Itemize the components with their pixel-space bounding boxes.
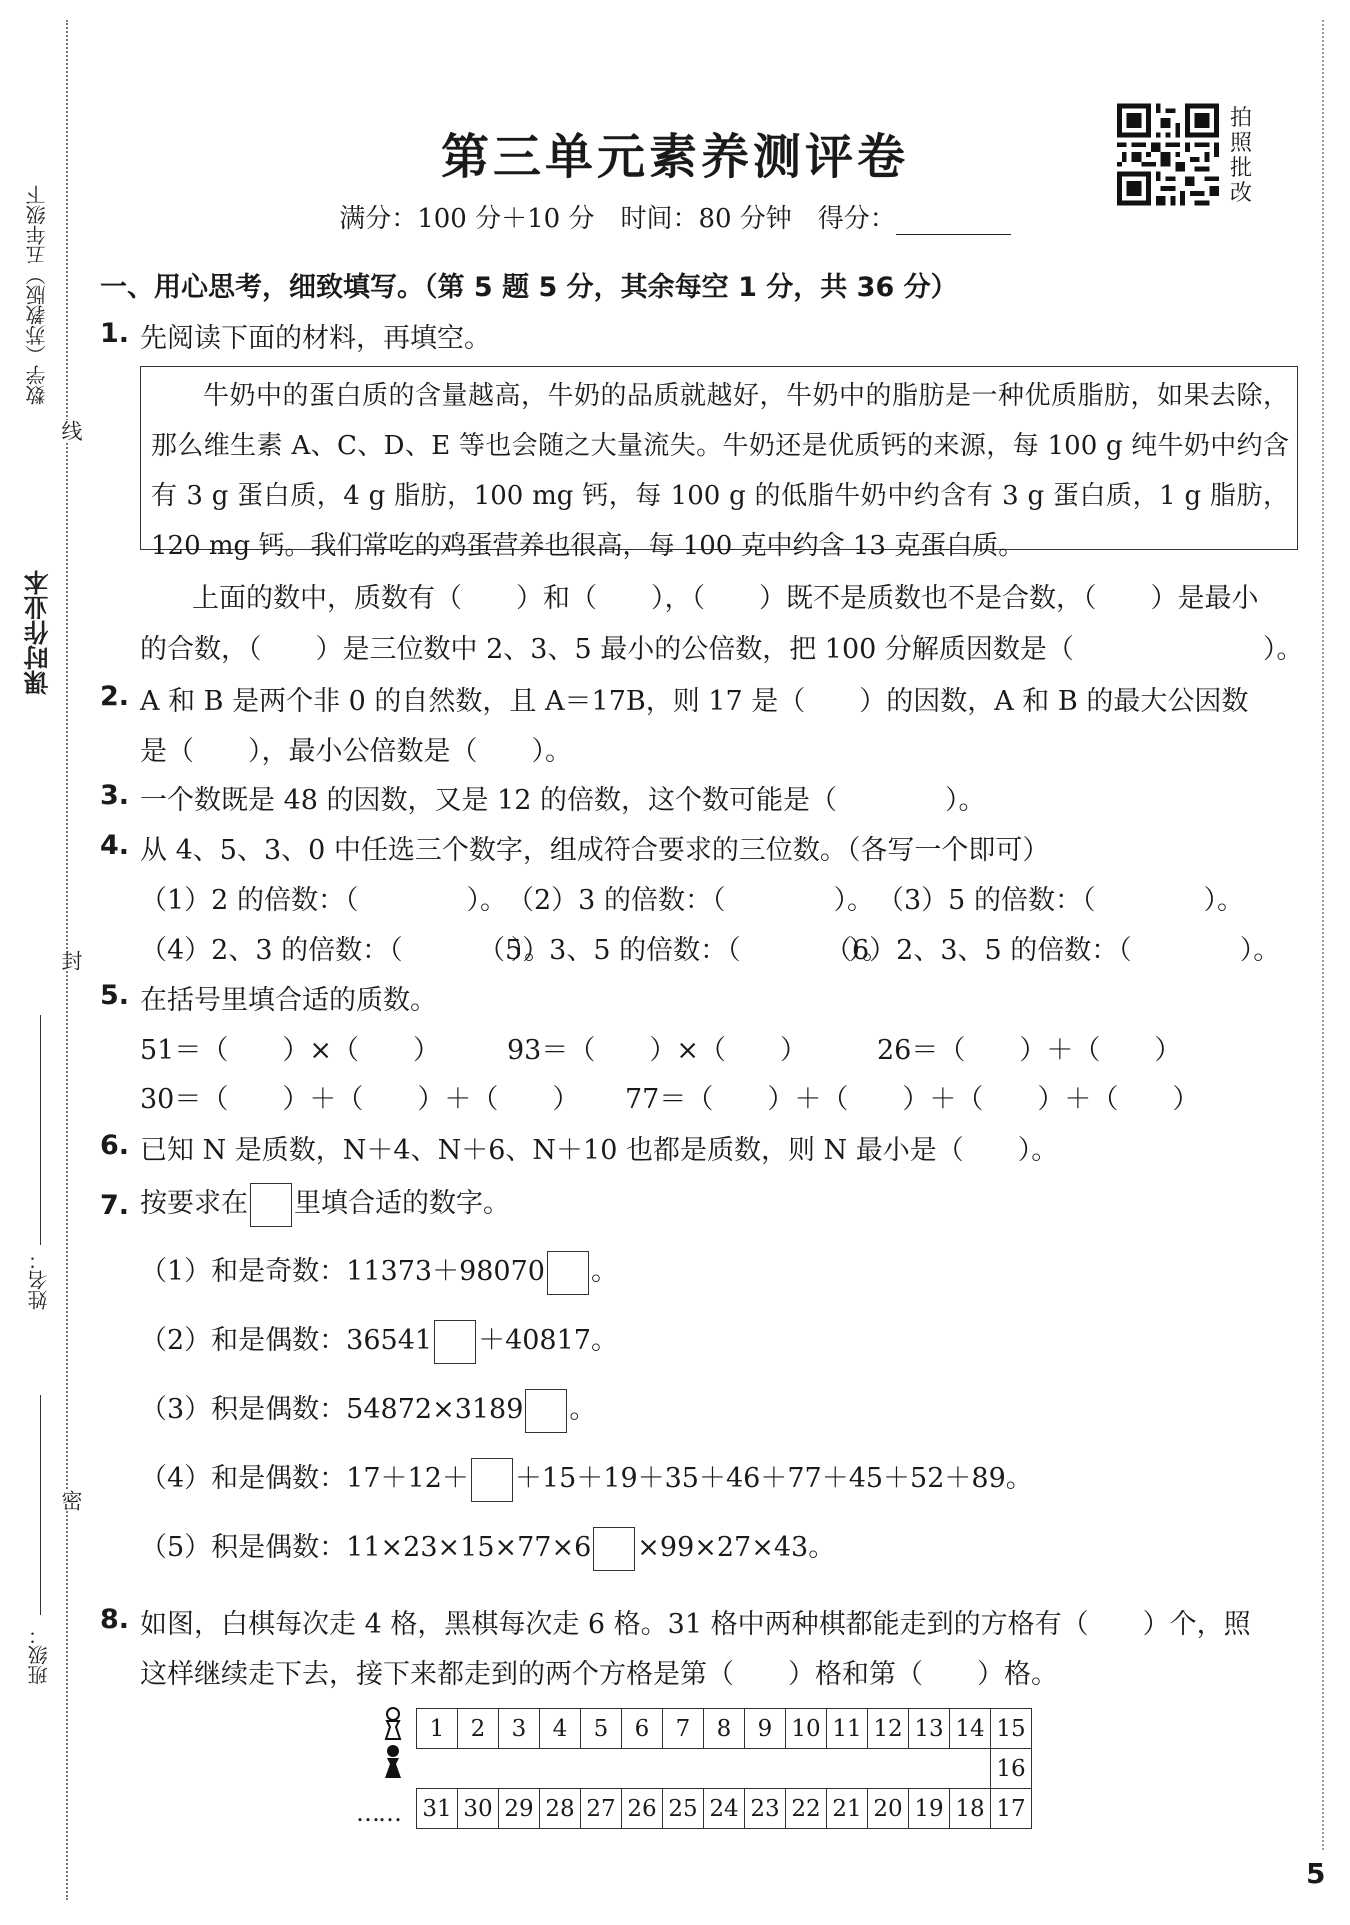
- board-grid: [416, 1708, 1032, 1829]
- grid-empty-cell: [745, 1749, 786, 1789]
- q2-line2[interactable]: 是（ ），最小公倍数是（ ）。: [140, 736, 572, 767]
- q5-item-3[interactable]: 26＝（ ）＋（ ）: [877, 1035, 1182, 1066]
- q6-line1[interactable]: 已知 N 是质数，N＋4、N＋6、N＋10 也都是质数，则 N 最小是（ ）。: [140, 1135, 1059, 1166]
- class-blank-line[interactable]: [40, 1395, 41, 1615]
- white-piece-icon: [386, 1708, 400, 1739]
- q5-number: 5.: [100, 980, 130, 1011]
- qr-caption: 拍照批改: [1230, 106, 1253, 206]
- ellipsis: ……: [356, 1799, 400, 1827]
- grid-cell-30: 30: [458, 1789, 499, 1829]
- grid-cell-6: 6: [622, 1709, 663, 1749]
- grid-cell-19: 19: [909, 1789, 950, 1829]
- grid-cell-27: 27: [581, 1789, 622, 1829]
- q3-line1[interactable]: 一个数既是 48 的因数，又是 12 的倍数，这个数可能是（ ）。: [140, 785, 986, 816]
- page-number: 5: [1306, 1857, 1326, 1890]
- grid-empty-cell: [950, 1749, 991, 1789]
- q4-item-5[interactable]: （5）3、5 的倍数：（ ）。: [478, 935, 890, 966]
- grid-empty-cell: [458, 1749, 499, 1789]
- grid-cell-15: 15: [991, 1709, 1032, 1749]
- grid-cell-26: 26: [622, 1789, 663, 1829]
- grid-cell-31: 31: [417, 1789, 458, 1829]
- q7-item-3-tail: 。: [569, 1394, 597, 1425]
- q1-material-text: 牛奶中的蛋白质的含量越高，牛奶的品质就越好，牛奶中的脂肪是一种优质脂肪，如果去除，那么维生素 A、C、D、E 等也会随之大量流失。牛奶还是优质钙的来源，每 100 g 纯牛奶中约含有 3 g 蛋白质，4 g 脂肪，100 mg 钙，每 100 g 的低脂牛奶中约含有 3 g 蛋白质，1 g 脂肪，120 mg 钙。我们常吃的鸡蛋营养也很高，每 100 克中约含 13 克蛋白质。: [151, 381, 1289, 561]
- q7-stem: [140, 1181, 510, 1227]
- grid-cell-10: 10: [786, 1709, 827, 1749]
- grid-cell-2: 2: [458, 1709, 499, 1749]
- grid-row-bottom: [417, 1789, 1032, 1829]
- q5-item-1[interactable]: 51＝（ ）×（ ）: [140, 1035, 440, 1066]
- q7-item-5-answer-box[interactable]: [593, 1527, 635, 1571]
- grid-row-top: [417, 1709, 1032, 1749]
- right-dotted-line: [1322, 20, 1324, 1850]
- q3-number: 3.: [100, 780, 130, 811]
- q4-item-6[interactable]: （6）2、3、5 的倍数：（ ）。: [825, 935, 1281, 966]
- q7-item-2: [140, 1318, 618, 1364]
- q4-item-4[interactable]: （4）2、3 的倍数：（ ）。: [140, 935, 552, 966]
- q5-item-4[interactable]: 30＝（ ）＋（ ）＋（ ）: [140, 1084, 580, 1115]
- q1-material-box: [140, 366, 1298, 561]
- q4-item-3[interactable]: （3）5 的倍数：（ ）。: [877, 885, 1244, 916]
- q7-item-1-tail: 。: [590, 1256, 618, 1287]
- q4-stem: 从 4、5、3、0 中任选三个数字，组成符合要求的三位数。（各写一个即可）: [140, 835, 1050, 866]
- grid-cell-25: 25: [663, 1789, 704, 1829]
- grid-cell-23: 23: [745, 1789, 786, 1829]
- q1-stem: 先阅读下面的材料，再填空。: [140, 323, 491, 354]
- grid-cell-17: 17: [991, 1789, 1032, 1829]
- q7-item-3-text: （3）积是偶数：54872×3189: [140, 1394, 524, 1425]
- q7-example-box: [250, 1183, 292, 1227]
- q7-item-2-text: （2）和是偶数：36541: [140, 1325, 433, 1356]
- q8-line2[interactable]: 这样继续走下去，接下来都走到的两个方格是第（ ）格和第（ ）格。: [140, 1659, 1058, 1690]
- q7-item-3-answer-box[interactable]: [525, 1389, 567, 1433]
- q7-item-4: [140, 1456, 1033, 1502]
- q8-number: 8.: [100, 1604, 130, 1635]
- grid-cell-28: 28: [540, 1789, 581, 1829]
- q5-stem: 在括号里填合适的质数。: [140, 985, 437, 1016]
- score-blank[interactable]: [896, 208, 1011, 235]
- q7-item-4-text: （4）和是偶数：17＋12＋: [140, 1463, 469, 1494]
- grid-cell-3: 3: [499, 1709, 540, 1749]
- seal-feng: 封: [56, 950, 86, 971]
- q2-line1[interactable]: A 和 B 是两个非 0 的自然数，且 A＝17B，则 17 是（ ）的因数，A 和 B 的最大公因数: [140, 686, 1249, 717]
- q1-fill-line1[interactable]: 上面的数中，质数有（ ）和（ ），（ ）既不是质数也不是合数，（ ）是最小: [192, 583, 1259, 614]
- grid-cell-16: 16: [991, 1749, 1032, 1789]
- grid-empty-cell: [868, 1749, 909, 1789]
- q2-number: 2.: [100, 681, 130, 712]
- grid-empty-cell: [786, 1749, 827, 1789]
- q7-item-5-text: （5）积是偶数：11×23×15×77×6: [140, 1532, 592, 1563]
- name-label: 姓名：: [27, 1250, 51, 1310]
- q7-item-1-answer-box[interactable]: [547, 1251, 589, 1295]
- section-heading: 一、用心思考，细致填写。（第 5 题 5 分，其余每空 1 分，共 36 分）: [100, 272, 958, 303]
- grid-cell-9: 9: [745, 1709, 786, 1749]
- grid-empty-cell: [704, 1749, 745, 1789]
- grid-cell-12: 12: [868, 1709, 909, 1749]
- q4-item-2[interactable]: （2）3 的倍数：（ ）。: [507, 885, 874, 916]
- q7-item-5-tail: ×99×27×43。: [637, 1532, 836, 1563]
- grid-cell-7: 7: [663, 1709, 704, 1749]
- name-blank-line[interactable]: [40, 1015, 41, 1245]
- grid-cell-13: 13: [909, 1709, 950, 1749]
- q7-item-5: [140, 1525, 835, 1571]
- q5-item-5[interactable]: 77＝（ ）＋（ ）＋（ ）＋（ ）: [625, 1084, 1200, 1115]
- q1-number: 1.: [100, 318, 130, 349]
- q7-item-2-answer-box[interactable]: [434, 1320, 476, 1364]
- grid-cell-5: 5: [581, 1709, 622, 1749]
- grid-cell-20: 20: [868, 1789, 909, 1829]
- grid-cell-14: 14: [950, 1709, 991, 1749]
- subtitle-text: 满分：100 分＋10 分 时间：80 分钟 得分：: [339, 204, 896, 234]
- grid-cell-21: 21: [827, 1789, 868, 1829]
- grid-cell-11: 11: [827, 1709, 868, 1749]
- page-title: 第三单元素养测评卷: [440, 129, 909, 185]
- grid-empty-cell: [540, 1749, 581, 1789]
- q7-stem-after: 里填合适的数字。: [294, 1188, 510, 1219]
- seal-mi: 密: [56, 1490, 86, 1511]
- grid-cell-4: 4: [540, 1709, 581, 1749]
- q4-number: 4.: [100, 830, 130, 861]
- black-piece-icon: [385, 1745, 401, 1778]
- grid-empty-cell: [622, 1749, 663, 1789]
- grid-empty-cell: [909, 1749, 950, 1789]
- q6-number: 6.: [100, 1130, 130, 1161]
- book-title: 课时作业本: [23, 570, 52, 695]
- q7-item-4-tail: ＋15＋19＋35＋46＋77＋45＋52＋89。: [514, 1463, 1033, 1494]
- grid-empty-cell: [417, 1749, 458, 1789]
- grid-empty-cell: [663, 1749, 704, 1789]
- q4-item-1[interactable]: （1）2 的倍数：（ ）。: [140, 885, 507, 916]
- q8-line1[interactable]: 如图，白棋每次走 4 格，黑棋每次走 6 格。31 格中两种棋都能走到的方格有（ ）个，照: [140, 1609, 1251, 1640]
- grid-empty-cell: [827, 1749, 868, 1789]
- chess-pieces-icon: [378, 1705, 408, 1785]
- grid-cell-24: 24: [704, 1789, 745, 1829]
- q7-item-1: [140, 1249, 618, 1295]
- grid-cell-29: 29: [499, 1789, 540, 1829]
- grid-row-middle: [417, 1749, 1032, 1789]
- q7-item-1-text: （1）和是奇数：11373＋98070: [140, 1256, 545, 1287]
- grid-cell-18: 18: [950, 1789, 991, 1829]
- grid-cell-22: 22: [786, 1789, 827, 1829]
- q1-fill-line2[interactable]: 的合数，（ ）是三位数中 2、3、5 最小的公倍数，把 100 分解质因数是（ ）。: [140, 634, 1304, 665]
- grid-empty-cell: [499, 1749, 540, 1789]
- grid-cell-8: 8: [704, 1709, 745, 1749]
- book-info: 数学（苏教版）五年级下: [25, 185, 49, 405]
- q7-item-2-tail: ＋40817。: [478, 1325, 618, 1356]
- q5-item-2[interactable]: 93＝（ ）×（ ）: [507, 1035, 807, 1066]
- grid-empty-cell: [581, 1749, 622, 1789]
- class-label: 班级：: [27, 1625, 51, 1685]
- q7-stem-before: 按要求在: [140, 1188, 248, 1219]
- qr-code-icon[interactable]: [1117, 103, 1219, 206]
- seal-xian: 线: [56, 420, 86, 441]
- q7-number: 7.: [100, 1190, 130, 1221]
- grid-cell-1: 1: [417, 1709, 458, 1749]
- q7-item-3: [140, 1387, 596, 1433]
- q7-item-4-answer-box[interactable]: [471, 1458, 513, 1502]
